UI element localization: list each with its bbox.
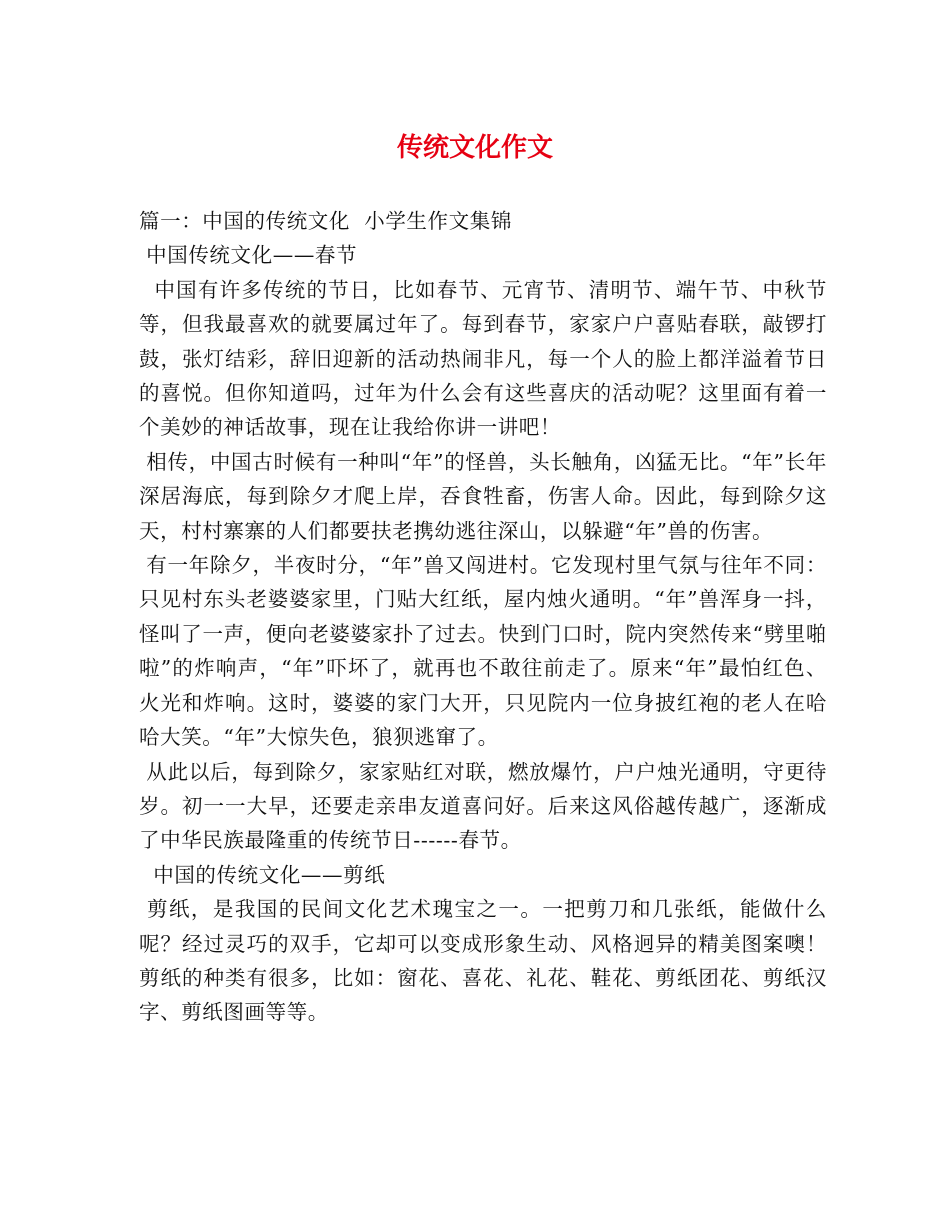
paragraph-legend: 相传，中国古时候有一种叫“年”的怪兽，头长触角，凶猛无比。“年”长年深居海底，每到除夕才爬上岸，吞食牲畜，伤害人命。因此，每到除夕这天，村村寨寨的人们都要扶老携幼逃往深山，以躲避“年”兽的伤害。	[139, 449, 827, 543]
paragraph-intro: 中国有许多传统的节日，比如春节、元宵节、清明节、端午节、中秋节等，但我最喜欢的就要属过年了。每到春节，家家户户喜贴春联，敲锣打鼓，张灯结彩，辞旧迎新的活动热闹非凡，每一个人的脸上都洋溢着节日的喜悦。但你知道吗，过年为什么会有这些喜庆的活动呢？这里面有着一个美妙的神话故事，现在让我给你讲一讲吧！	[139, 277, 827, 440]
section-heading-paragraph: 篇一：中国的传统文化 小学生作文集锦	[139, 209, 512, 233]
paragraph-custom: 从此以后，每到除夕，家家贴红对联，燃放爆竹，户户烛光通明，守更待岁。初一一大早，还要走亲串友道喜问好。后来这风俗越传越广，逐渐成了中华民族最隆重的传统节日------春节。	[139, 759, 827, 853]
document-body	[139, 204, 827, 1030]
paragraph-story: 有一年除夕，半夜时分，“年”兽又闯进村。它发现村里气氛与往年不同：只见村东头老婆婆家里，门贴大红纸，屋内烛火通明。“年”兽浑身一抖，怪叫了一声，便向老婆婆家扑了过去。快到门口时，院内突然传来“劈里啪啦”的炸响声，“年”吓坏了，就再也不敢往前走了。原来“年”最怕红色、火光和炸响。这时，婆婆的家门大开，只见院内一位身披红袍的老人在哈哈大笑。“年”大惊失色，狼狈逃窜了。	[139, 553, 827, 750]
subsection-heading-paper-cutting: 中国的传统文化——剪纸	[139, 862, 386, 887]
subsection-heading-spring-festival: 中国传统文化——春节	[139, 243, 358, 268]
paragraph-paper-cutting: 剪纸，是我国的民间文化艺术瑰宝之一。一把剪刀和几张纸，能做什么呢？经过灵巧的双手，它却可以变成形象生动、风格迥异的精美图案噢！剪纸的种类有很多，比如：窗花、喜花、礼花、鞋花、剪纸团花、剪纸汉字、剪纸图画等等。	[139, 897, 827, 1025]
document-title: 传统文化作文	[396, 133, 553, 163]
